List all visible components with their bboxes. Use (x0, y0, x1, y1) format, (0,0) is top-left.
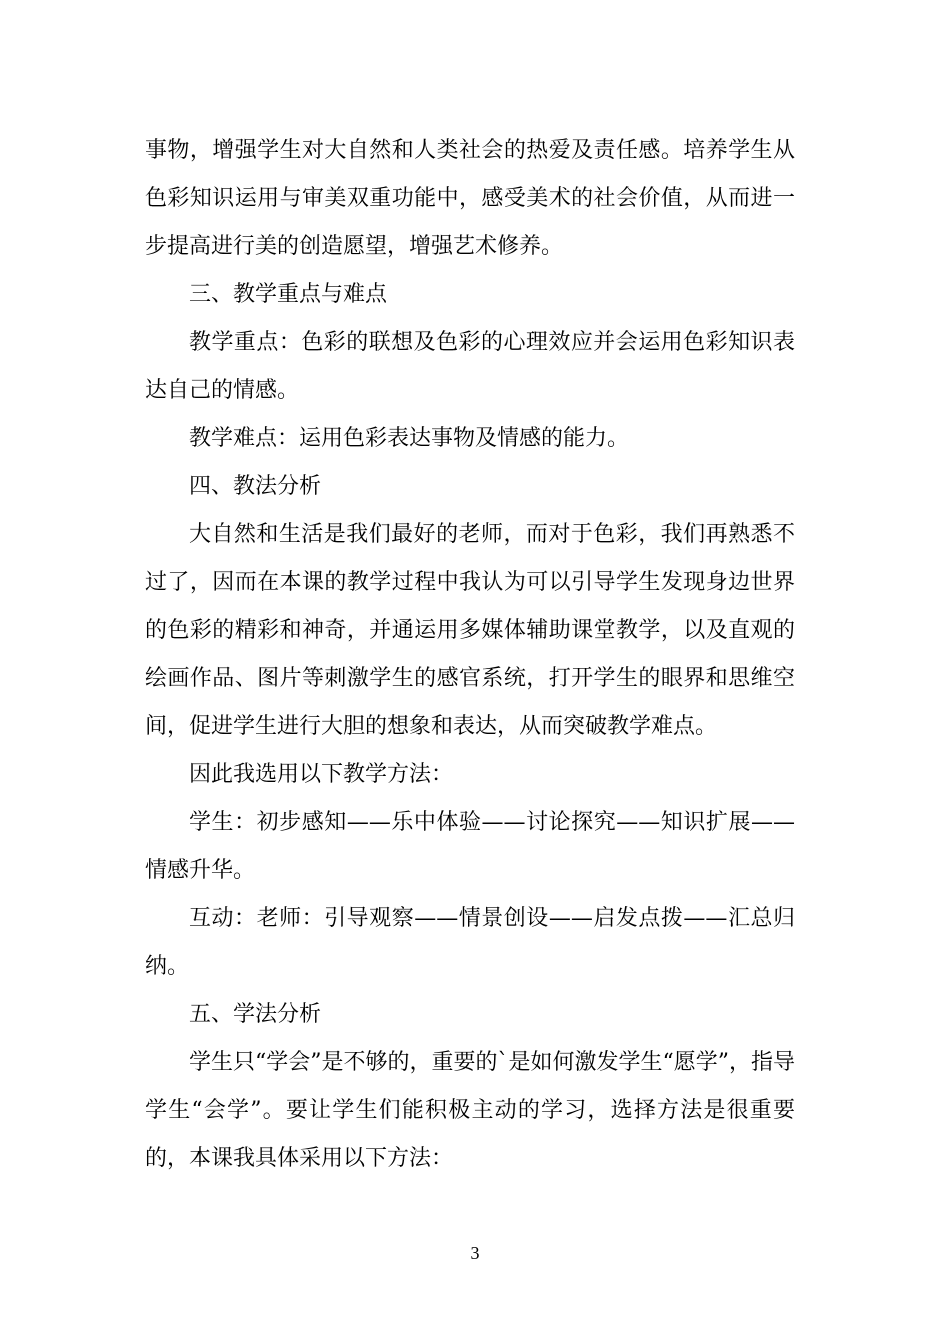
paragraph-key-point: 教学重点：色彩的联想及色彩的心理效应并会运用色彩知识表达自己的情感。 (145, 330, 795, 403)
paragraph-interaction-steps: 互动：老师：引导观察——情景创设——启发点拨——汇总归纳。 (145, 906, 795, 979)
document-body (145, 127, 795, 1183)
paragraph-student-steps: 学生：初步感知——乐中体验——讨论探究——知识扩展——情感升华。 (145, 810, 795, 883)
heading-learning-method: 五、学法分析 (189, 1002, 322, 1027)
paragraph-method-intro: 因此我选用以下教学方法： (189, 762, 454, 787)
paragraph-difficulty: 教学难点：运用色彩表达事物及情感的能力。 (189, 426, 630, 451)
heading-key-points: 三、教学重点与难点 (189, 282, 388, 307)
paragraph-continued: 事物，增强学生对大自然和人类社会的热爱及责任感。培养学生从色彩知识运用与审美双重功能中，感受美术的社会价值，从而进一步提高进行美的创造愿望，增强艺术修养。 (145, 138, 795, 259)
heading-teaching-method: 四、教法分析 (189, 474, 322, 499)
paragraph-teaching-method: 大自然和生活是我们最好的老师，而对于色彩，我们再熟悉不过了，因而在本课的教学过程中我认为可以引导学生发现身边世界的色彩的精彩和神奇，并通运用多媒体辅助课堂教学，以及直观的绘画作品、图片等刺激学生的感官系统，打开学生的眼界和思维空间，促进学生进行大胆的想象和表达，从而突破教学难点。 (145, 522, 795, 739)
paragraph-learning-method: 学生只“学会”是不够的，重要的`是如何激发学生“愿学”，指导学生“会学”。要让学生们能积极主动的学习，选择方法是很重要的，本课我具体采用以下方法： (145, 1050, 795, 1171)
page-number: 3 (470, 1243, 480, 1263)
